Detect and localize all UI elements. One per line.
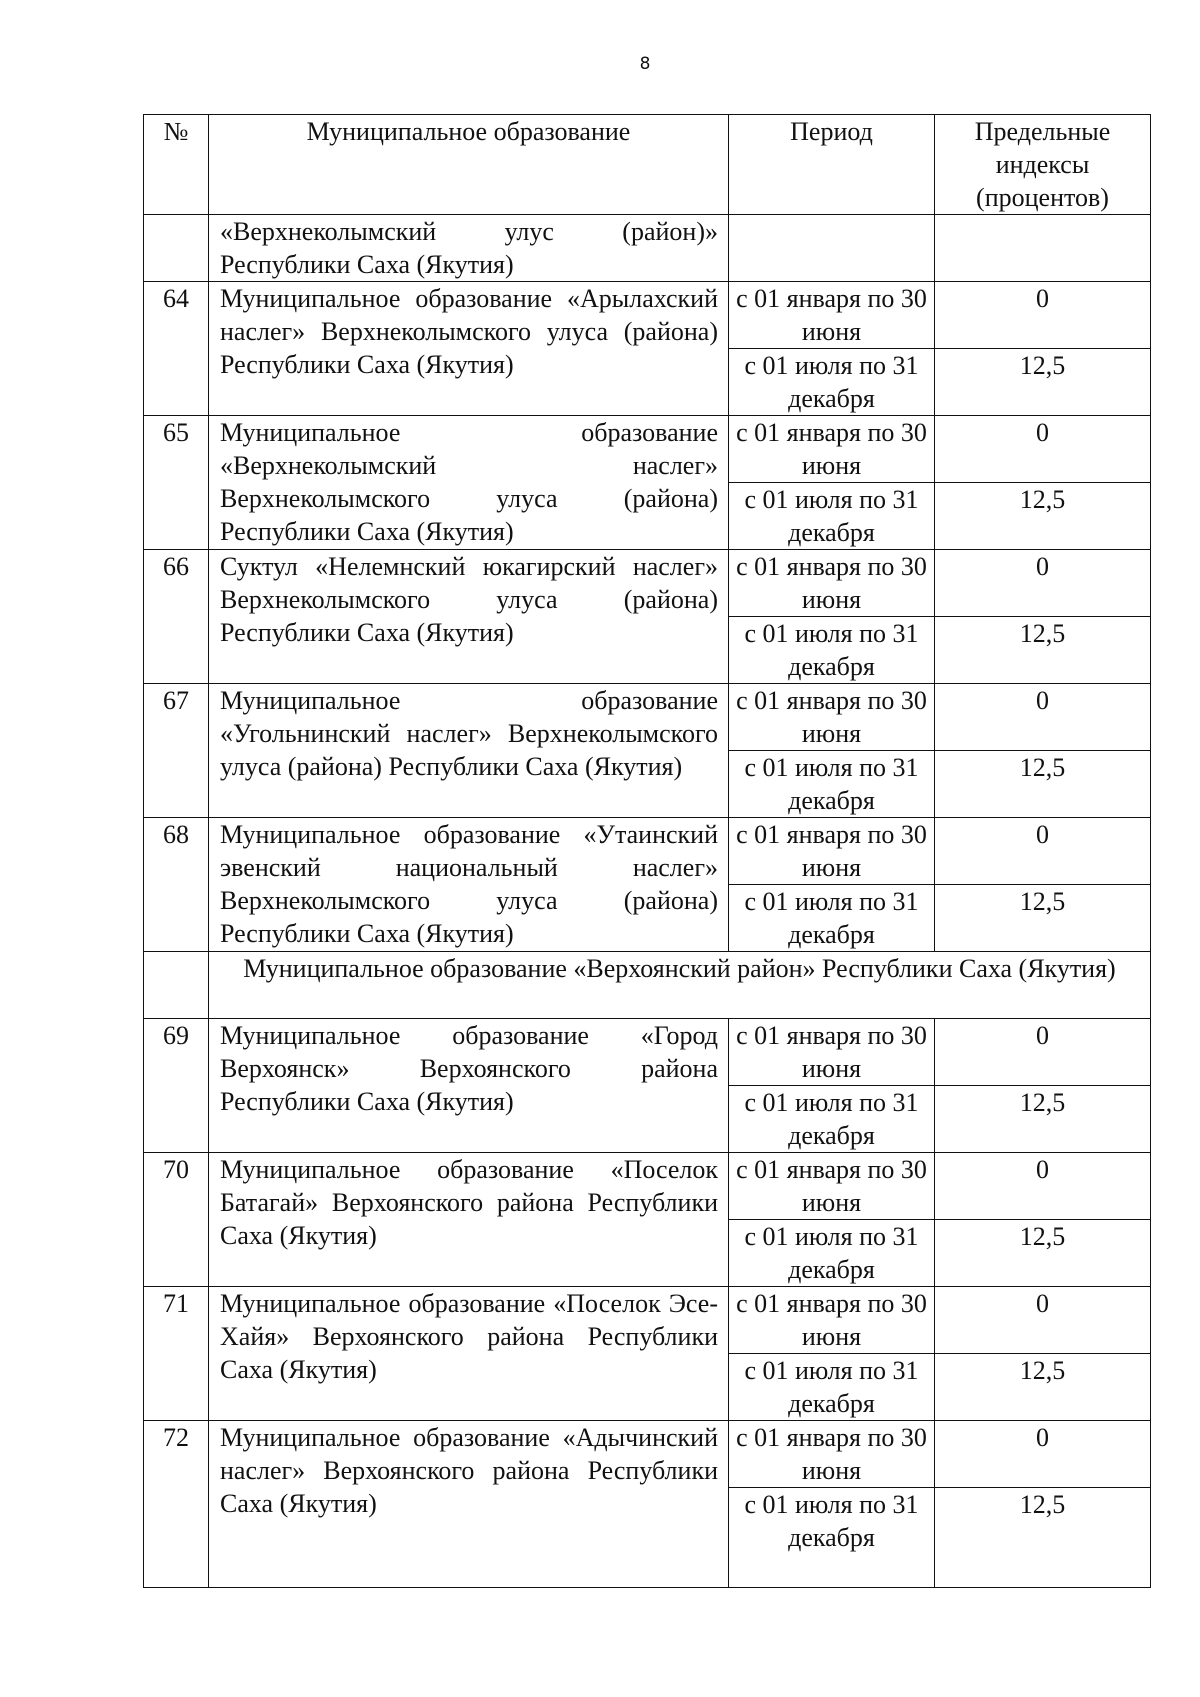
- entry-index-first-half: 0: [935, 416, 1151, 483]
- entry-number: 70: [144, 1153, 209, 1287]
- entry-number: 69: [144, 1019, 209, 1153]
- entry-index-second-half: 12,5: [935, 1086, 1151, 1153]
- continuation-municipality: «Верхнеколымский улус (район)» Республики Саха (Якутия): [209, 215, 729, 282]
- entry-municipality: Муниципальное образование «Поселок Эсе-Хайя» Верхоянского района Республики Саха (Якутия): [209, 1287, 729, 1421]
- entry-index-first-half: 0: [935, 1287, 1151, 1354]
- entry-index-first-half: 0: [935, 1019, 1151, 1086]
- entry-municipality: Муниципальное образование «Город Верхоянск» Верхоянского района Республики Саха (Якутия): [209, 1019, 729, 1153]
- entry-index-second-half: 12,5: [935, 1220, 1151, 1287]
- entry-period-first-half: с 01 января по 30 июня: [729, 684, 935, 751]
- entry-period-second-half: с 01 июля по 31 декабря: [729, 349, 935, 416]
- entry-index-first-half: 0: [935, 818, 1151, 885]
- entry-period-first-half: с 01 января по 30 июня: [729, 1153, 935, 1220]
- table-row: [144, 1019, 1151, 1086]
- entries-group-2: [144, 1019, 1151, 1588]
- table-row: [144, 1153, 1151, 1220]
- section-heading: Муниципальное образование «Верхоянский район» Республики Саха (Якутия): [209, 952, 1151, 1019]
- table-row: [144, 1287, 1151, 1354]
- entry-municipality: Суктул «Нелемнский юкагирский наслег» Верхнеколымского улуса (района) Республики Саха (Якутия): [209, 550, 729, 684]
- header-num: №: [144, 115, 209, 215]
- entry-municipality: Муниципальное образование «Арылахский наслег» Верхнеколымского улуса (района) Республики Саха (Якутия): [209, 282, 729, 416]
- table-row: [144, 1421, 1151, 1488]
- entry-index-second-half: 12,5: [935, 1488, 1151, 1588]
- entry-index-second-half: 12,5: [935, 349, 1151, 416]
- entry-period-second-half: с 01 июля по 31 декабря: [729, 1354, 935, 1421]
- entries-group-1: [144, 282, 1151, 952]
- entry-number: 71: [144, 1287, 209, 1421]
- entry-period-first-half: с 01 января по 30 июня: [729, 1421, 935, 1488]
- entry-index-first-half: 0: [935, 550, 1151, 617]
- entry-period-first-half: с 01 января по 30 июня: [729, 1019, 935, 1086]
- table-row: [144, 416, 1151, 483]
- entry-number: 64: [144, 282, 209, 416]
- entry-period-first-half: с 01 января по 30 июня: [729, 416, 935, 483]
- continuation-num: [144, 215, 209, 282]
- entry-index-first-half: 0: [935, 1153, 1151, 1220]
- entry-period-second-half: с 01 июля по 31 декабря: [729, 885, 935, 952]
- continuation-period: [729, 215, 935, 282]
- section-num: [144, 952, 209, 1019]
- continuation-row: [144, 215, 1151, 282]
- entry-index-second-half: 12,5: [935, 751, 1151, 818]
- entry-period-second-half: с 01 июля по 31 декабря: [729, 1220, 935, 1287]
- table-row: [144, 818, 1151, 885]
- table-row: [144, 550, 1151, 617]
- entry-index-first-half: 0: [935, 1421, 1151, 1488]
- entry-period-second-half: с 01 июля по 31 декабря: [729, 1488, 935, 1588]
- entry-number: 68: [144, 818, 209, 952]
- entry-number: 72: [144, 1421, 209, 1588]
- entry-municipality: Муниципальное образование «Утаинский эвенский национальный наслег» Верхнеколымского улуса (района) Республики Саха (Якутия): [209, 818, 729, 952]
- table-row: [144, 684, 1151, 751]
- entry-index-first-half: 0: [935, 684, 1151, 751]
- entry-number: 65: [144, 416, 209, 550]
- entry-municipality: Муниципальное образование «Угольнинский наслег» Верхнеколымского улуса (района) Республики Саха (Якутия): [209, 684, 729, 818]
- entry-index-second-half: 12,5: [935, 483, 1151, 550]
- entry-index-second-half: 12,5: [935, 885, 1151, 952]
- entry-municipality: Муниципальное образование «Адычинский наслег» Верхоянского района Республики Саха (Якутия): [209, 1421, 729, 1588]
- entry-index-first-half: 0: [935, 282, 1151, 349]
- entry-period-second-half: с 01 июля по 31 декабря: [729, 617, 935, 684]
- index-table: [143, 114, 1151, 1588]
- entry-index-second-half: 12,5: [935, 617, 1151, 684]
- header-municipality: Муниципальное образование: [209, 115, 729, 215]
- entry-period-second-half: с 01 июля по 31 декабря: [729, 751, 935, 818]
- section-row: [144, 952, 1151, 1019]
- entry-municipality: Муниципальное образование «Поселок Батагай» Верхоянского района Республики Саха (Якутия): [209, 1153, 729, 1287]
- entry-period-first-half: с 01 января по 30 июня: [729, 282, 935, 349]
- header-index: Предельные индексы (процентов): [935, 115, 1151, 215]
- entry-index-second-half: 12,5: [935, 1354, 1151, 1421]
- table-header-row: [144, 115, 1151, 215]
- header-period: Период: [729, 115, 935, 215]
- entry-number: 66: [144, 550, 209, 684]
- entry-period-first-half: с 01 января по 30 июня: [729, 1287, 935, 1354]
- entry-period-second-half: с 01 июля по 31 декабря: [729, 1086, 935, 1153]
- continuation-index: [935, 215, 1151, 282]
- entry-municipality: Муниципальное образование «Верхнеколымский наслег» Верхнеколымского улуса (района) Республики Саха (Якутия): [209, 416, 729, 550]
- table-row: [144, 282, 1151, 349]
- entry-period-first-half: с 01 января по 30 июня: [729, 550, 935, 617]
- page-number: 8: [639, 54, 651, 74]
- entry-period-second-half: с 01 июля по 31 декабря: [729, 483, 935, 550]
- entry-period-first-half: с 01 января по 30 июня: [729, 818, 935, 885]
- entry-number: 67: [144, 684, 209, 818]
